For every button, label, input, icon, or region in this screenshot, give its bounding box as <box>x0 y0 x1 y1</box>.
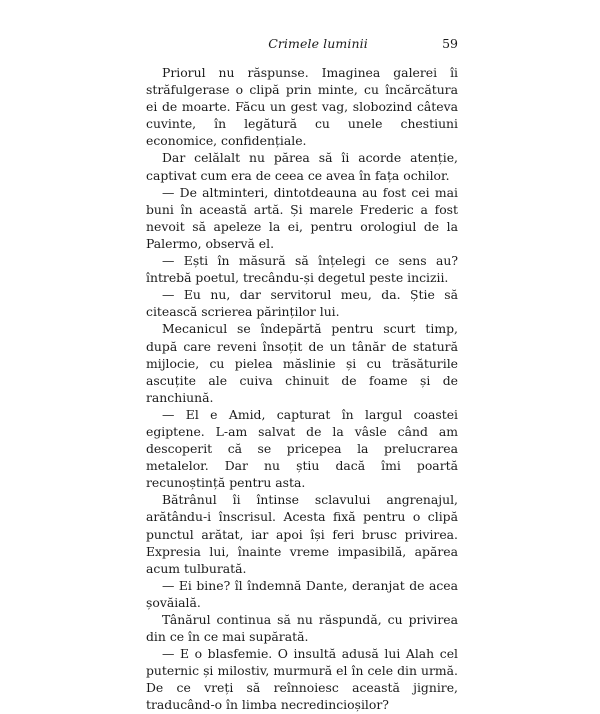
paragraph: — El e Amid, capturat în largul coastei egiptene. L-am salvat de la vâsle când am descoperit că se pricepea la prelucrarea metalelor. Dar nu știu dacă îmi poartă recunoștință pentru asta. <box>146 406 458 491</box>
body-text <box>146 64 458 714</box>
paragraph: — Eu nu, dar servitorul meu, da. Știe să citească scrierea părinților lui. <box>146 287 458 320</box>
paragraph: — E o blasfemie. O insultă adusă lui Alah cel puternic și milostiv, murmură el în cele din urmă. De ce vreți să reînnoiesc această jignire, traducând-o în limba necredincioșilor? <box>146 646 458 713</box>
paragraph: — Ei bine? îl îndemnă Dante, deranjat de acea șovăială. <box>146 577 458 610</box>
paragraph: Tânărul continua să nu răspundă, cu privirea din ce în ce mai supărată. <box>146 612 458 645</box>
page-number: 59 <box>442 36 458 51</box>
paragraph: Dar celălalt nu părea să îi acorde atenție, captivat cum era de ceea ce avea în fața ochilor. <box>146 150 458 183</box>
paragraph: — De altminteri, dintotdeauna au fost cei mai buni în această artă. Și marele Frederic a fost nevoit să apeleze la ei, pentru orologiul de la Palermo, observă el. <box>146 184 458 251</box>
running-title: Crimele luminii <box>268 36 368 51</box>
running-head <box>0 36 600 56</box>
paragraph: Mecanicul se îndepărtă pentru scurt timp, după care reveni însoțit de un tânăr de statură mijlocie, cu pielea măslinie și cu trăsăturile ascuțite ale cuiva chinuit de foame și de ranchiună. <box>146 321 458 405</box>
paragraph: — Ești în măsură să înțelegi ce sens au? întrebă poetul, trecându-și degetul peste incizii. <box>146 253 458 286</box>
paragraph: Bătrânul îi întinse sclavului angrenajul, arătându-i înscrisul. Acesta fixă pentru o clipă punctul arătat, iar apoi își feri brusc privirea. Expresia lui, înainte vreme impasibilă, apărea acum tulburată. <box>146 492 458 576</box>
paragraph: Priorul nu răspunse. Imaginea galerei îi străfulgerase o clipă prin minte, cu încărcătura ei de moarte. Făcu un gest vag, slobozind câteva cuvinte, în legătură cu unele chestiuni economice, confidențiale. <box>146 65 458 149</box>
